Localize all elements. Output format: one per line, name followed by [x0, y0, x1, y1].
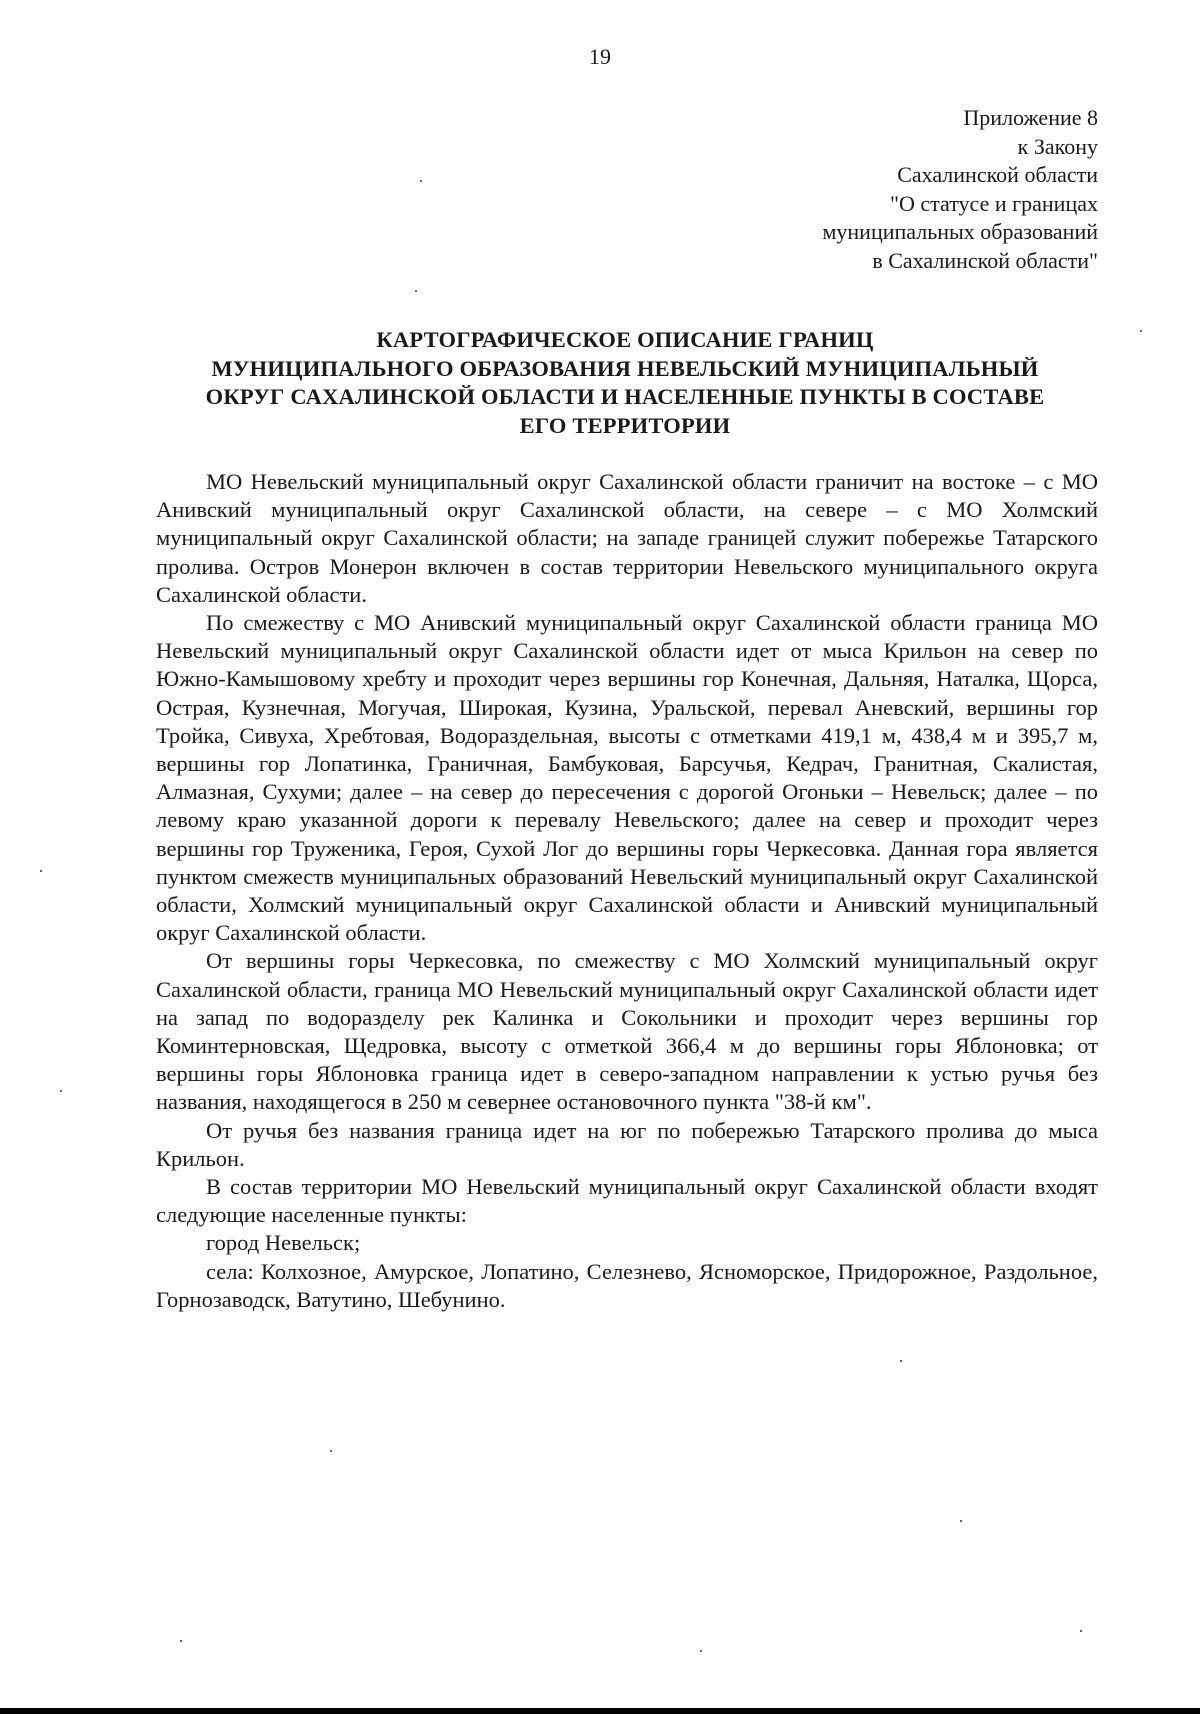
appendix-line: к Закону [1017, 133, 1098, 159]
paragraph-coast-border: От ручья без названия граница идет на юг по побережью Татарского пролива до мыса Крильон. [156, 1117, 1098, 1171]
appendix-line: "О статусе и границах [890, 190, 1098, 216]
appendix-line: Сахалинской области [897, 162, 1098, 187]
document-body [156, 468, 1098, 1314]
title-line: ОКРУГ САХАЛИНСКОЙ ОБЛАСТИ И НАСЕЛЕННЫЕ ПУНКТЫ В СОСТАВЕ [205, 384, 1045, 409]
title-line: ЕГО ТЕРРИТОРИИ [519, 412, 731, 438]
scan-speck [900, 1360, 902, 1362]
paragraph-city: город Невельск; [206, 1230, 361, 1256]
paragraph-borders-overview: МО Невельский муниципальный округ Сахалинской области граничит на востоке – с МО Анивский муниципальный округ Сахалинской области, на севере – с МО Холмский муниципальный округ Сахалинской области; на западе границей служит побережье Татарского пролива. Остров Монерон включен в состав территории Невельского муниципального округа Сахалинской области. [156, 469, 1098, 607]
scan-speck [60, 1090, 62, 1092]
title-line: КАРТОГРАФИЧЕСКОЕ ОПИСАНИЕ ГРАНИЦ [376, 327, 874, 352]
scan-speck [1140, 330, 1142, 332]
scan-speck [415, 290, 417, 292]
paragraph-aniva-border: По смежеству с МО Анивский муниципальный округ Сахалинской области граница МО Невельский муниципальный округ Сахалинской области идет от мыса Крильон на север по Южно-Камышовому хребту и проходит через вершины гор Конечная, Дальняя, Наталка, Щорса, Острая, Кузнечная, Могучая, Широкая, Кузина, Уральской, перевал Аневский, вершины гор Тройка, Сивуха, Хребтовая, Водораздельная, высоты с отметками 419,1 м, 438,4 м и 395,7 м, вершины гор Лопатинка, Граничная, Бамбуковая, Барсучья, Кедрач, Гранитная, Скалистая, Алмазная, Сухуми; далее – на север до пересечения с дорогой Огоньки – Невельск; далее – по левому краю указанной дороги к перевалу Невельского; далее на север и проходит через вершины гор Труженика, Героя, Сухой Лог до вершины горы Черкесовка. Данная гора является пунктом смежеств муниципальных образований Невельский муниципальный округ Сахалинской области, Холмский муниципальный округ Сахалинской области и Анивский муниципальный округ Сахалинской области. [156, 610, 1098, 946]
scan-speck [180, 1640, 182, 1642]
title-line: МУНИЦИПАЛЬНОГО ОБРАЗОВАНИЯ НЕВЕЛЬСКИЙ МУНИЦИПАЛЬНЫЙ [211, 355, 1039, 381]
scan-speck [40, 870, 42, 872]
page-number: 19 [589, 44, 611, 69]
scan-speck [420, 180, 422, 182]
scan-edge-line [0, 1708, 1200, 1714]
scan-speck [330, 1450, 332, 1452]
scan-speck [1080, 1630, 1082, 1632]
scan-speck [960, 1520, 962, 1522]
paragraph-kholmsk-border: От вершины горы Черкесовка, по смежеству с МО Холмский муниципальный округ Сахалинской области, граница МО Невельский муниципальный округ Сахалинской области идет на запад по водоразделу рек Калинка и Сокольники и проходит через вершины гор Коминтерновская, Щедровка, высоту с отметкой 366,4 м до вершины горы Яблоновка; от вершины горы Яблоновка граница идет в северо-западном направлении к устью ручья без названия, находящегося в 250 м севернее остановочного пункта "38-й км". [156, 948, 1098, 1115]
appendix-line: Приложение 8 [963, 105, 1098, 130]
appendix-reference [822, 104, 1098, 275]
scan-speck [700, 1650, 702, 1652]
paragraph-villages: села: Колхозное, Амурское, Лопатино, Селезнево, Ясноморское, Придорожное, Раздольное, Горнозаводск, Ватутино, Шебунино. [156, 1258, 1098, 1312]
appendix-line: в Сахалинской области" [872, 247, 1098, 273]
paragraph-settlements-intro: В состав территории МО Невельский муниципальный округ Сахалинской области входят следующие населенные пункты: [156, 1174, 1098, 1228]
document-title [140, 326, 1110, 440]
appendix-line: муниципальных образований [822, 219, 1098, 244]
